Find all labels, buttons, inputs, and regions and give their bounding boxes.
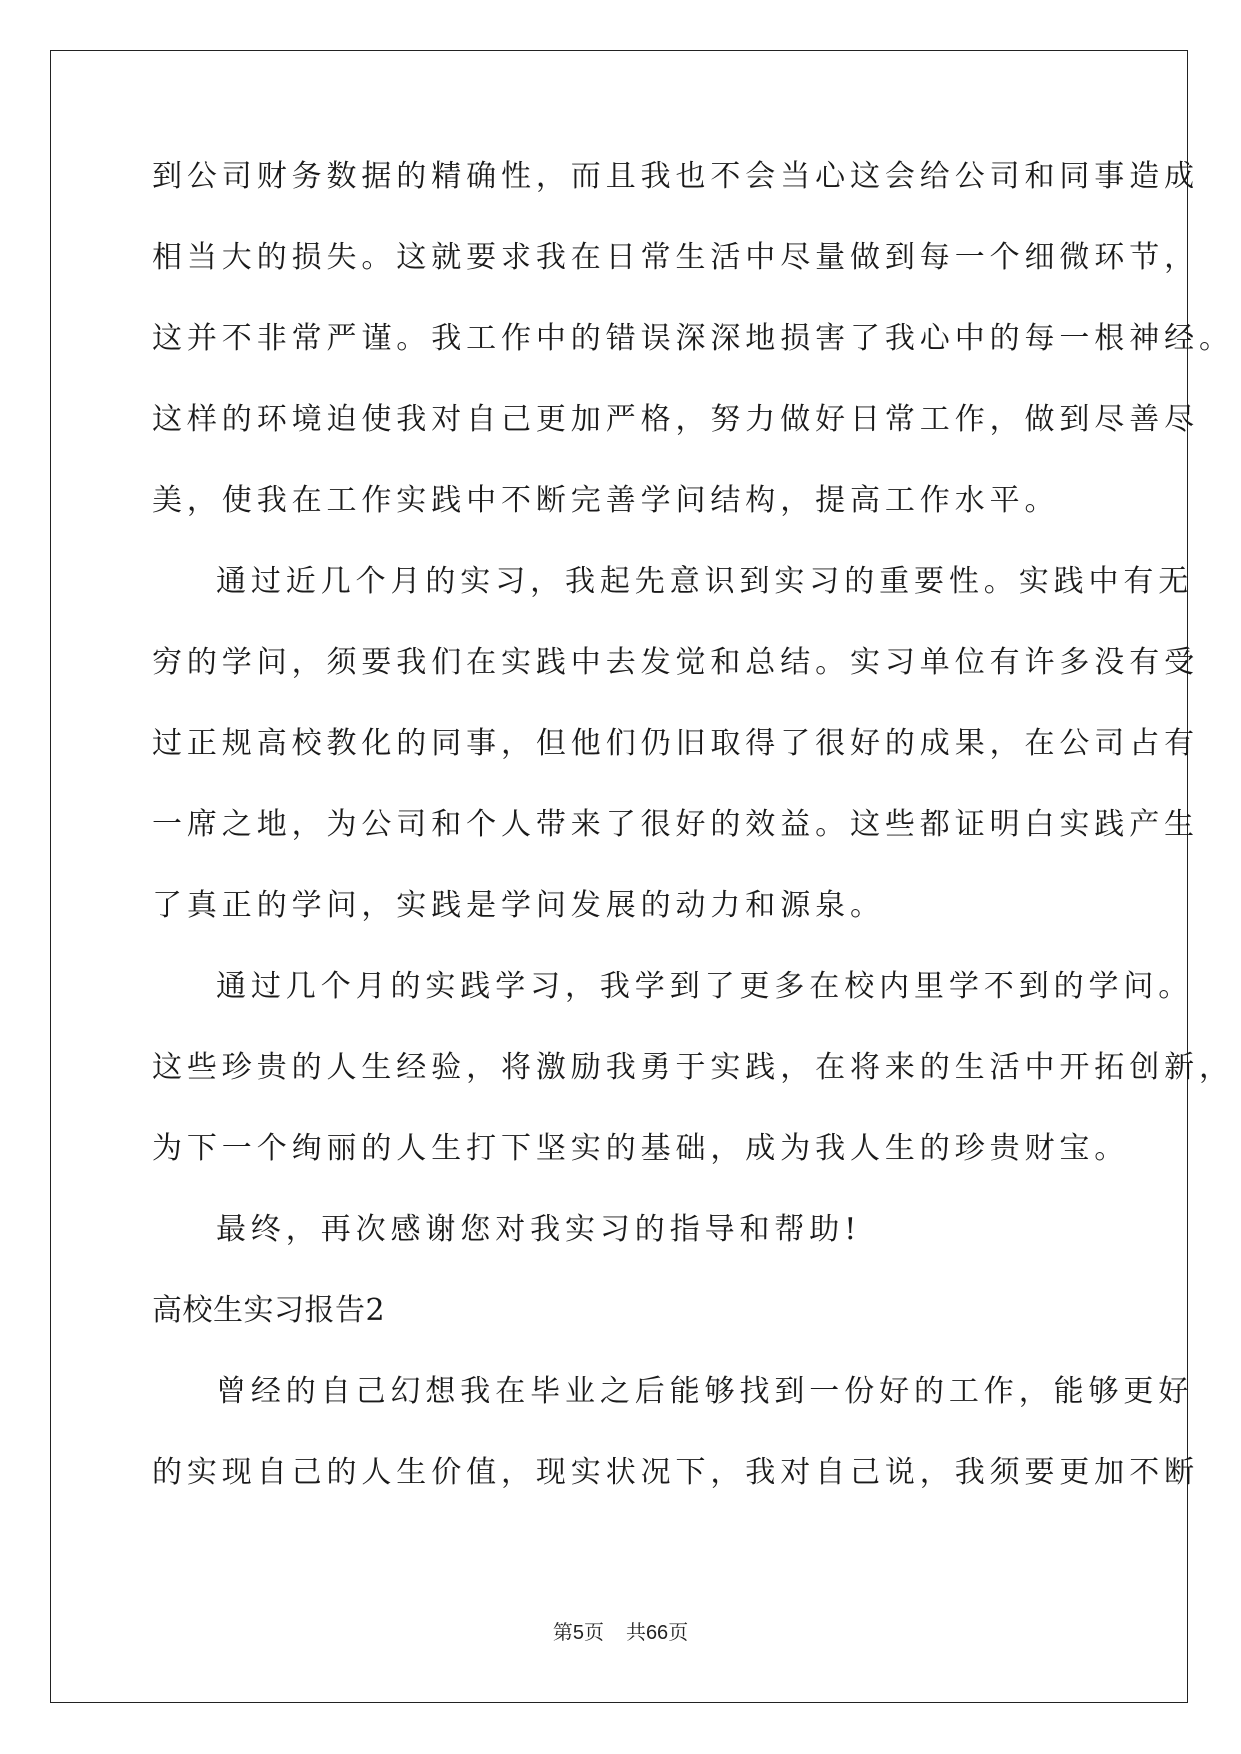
section-heading: 高校生实习报告2 [152, 1293, 386, 1328]
paragraph-line: 最终，再次感谢您对我实习的指导和帮助! [216, 1212, 862, 1247]
paragraph-line: 一席之地，为公司和个人带来了很好的效益。这些都证明白实践产生 [152, 807, 1199, 842]
paragraph-line: 美，使我在工作实践中不断完善学问结构，提高工作水平。 [152, 483, 1060, 518]
footer-page-suffix: 页 [583, 1620, 604, 1644]
page-number: 5 [572, 1622, 584, 1644]
paragraph-line: 曾经的自己幻想我在毕业之后能够找到一份好的工作，能够更好 [216, 1374, 1194, 1409]
paragraph-line: 这样的环境迫使我对自己更加严格，努力做好日常工作，做到尽善尽 [152, 402, 1199, 437]
document-body [152, 159, 1234, 1539]
paragraph-line: 这并不非常严谨。我工作中的错误深深地损害了我心中的每一根神经。 [152, 321, 1234, 356]
paragraph-line: 为下一个绚丽的人生打下坚实的基础，成为我人生的珍贵财宝。 [152, 1131, 1130, 1166]
footer-total-suffix: 页 [668, 1620, 689, 1644]
paragraph-line: 相当大的损失。这就要求我在日常生活中尽量做到每一个细微环节， [152, 240, 1199, 275]
paragraph-line: 通过几个月的实践学习，我学到了更多在校内里学不到的学问。 [216, 969, 1194, 1004]
paragraph-line: 了真正的学问，实践是学问发展的动力和源泉。 [152, 888, 885, 923]
paragraph-line: 穷的学问，须要我们在实践中去发觉和总结。实习单位有许多没有受 [152, 645, 1199, 680]
footer-prefix: 第 [552, 1620, 573, 1644]
footer-total-prefix: 共 [625, 1620, 646, 1644]
paragraph-line: 这些珍贵的人生经验，将激励我勇于实践，在将来的生活中开拓创新， [152, 1050, 1234, 1085]
paragraph-line: 过正规高校教化的同事，但他们仍旧取得了很好的成果，在公司占有 [152, 726, 1199, 761]
paragraph-line: 到公司财务数据的精确性，而且我也不会当心这会给公司和同事造成 [152, 159, 1199, 194]
page-footer [0, 1622, 1241, 1643]
paragraph-line: 的实现自己的人生价值，现实状况下，我对自己说，我须要更加不断 [152, 1455, 1199, 1490]
paragraph-line: 通过近几个月的实习，我起先意识到实习的重要性。实践中有无 [216, 564, 1194, 599]
total-pages: 66 [645, 1622, 669, 1644]
